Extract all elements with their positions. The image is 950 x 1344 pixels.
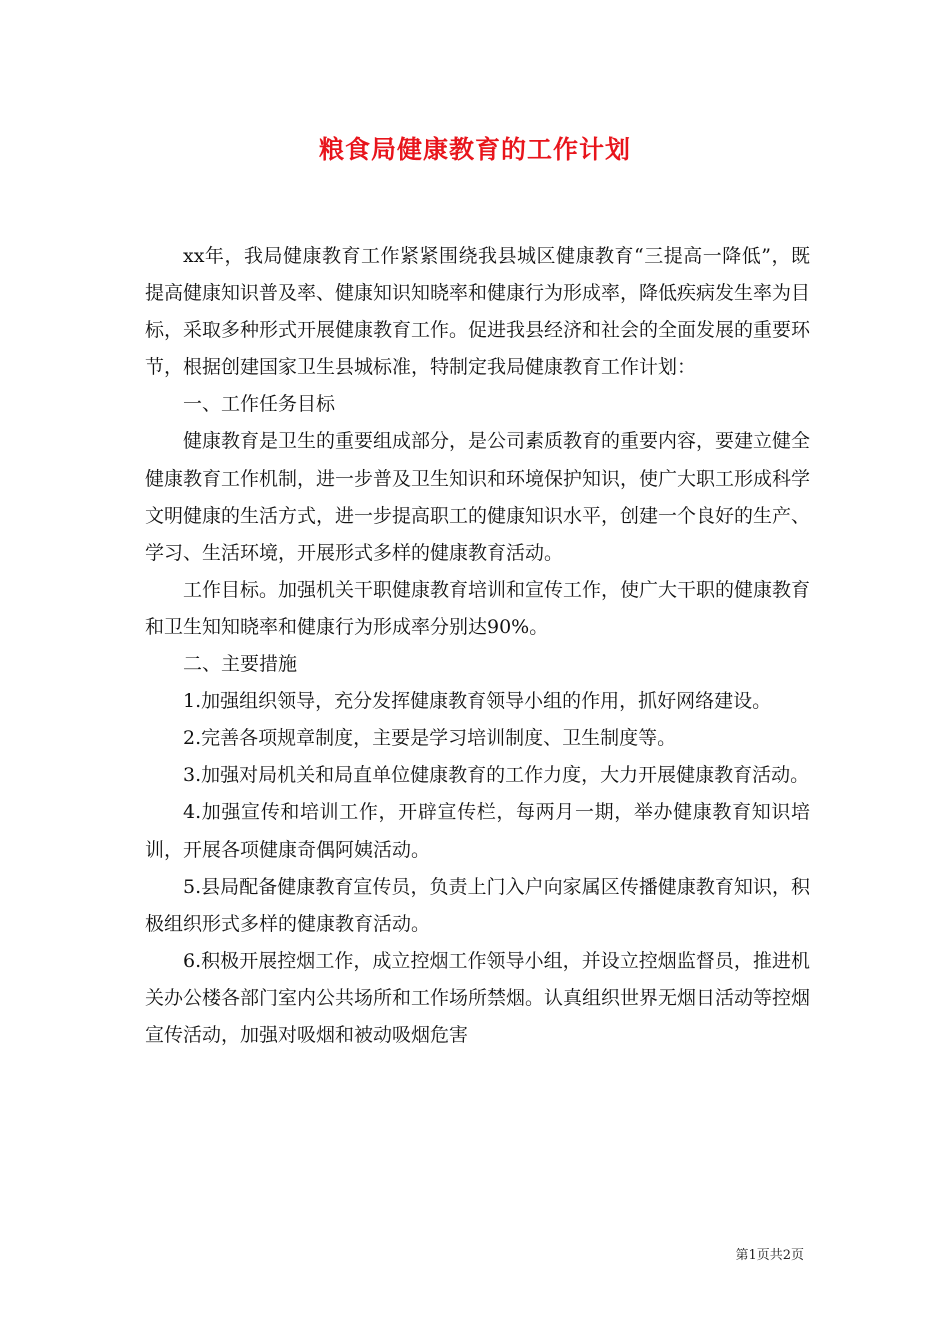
page-number: 第1页共2页 bbox=[735, 1248, 804, 1263]
paragraph-intro: xx年，我局健康教育工作紧紧围绕我县城区健康教育“三提高一降低”，既提高健康知识普及率、健康知识知晓率和健康行为形成率，降低疾病发生率为目标，采取多种形式开展健康教育工作。促进我县经济和社会的全面发展的重要环节，根据创建国家卫生县城标准，特制定我局健康教育工作计划： bbox=[145, 245, 811, 379]
measure-item-5: 5.县局配备健康教育宣传员，负责上门入户向家属区传播健康教育知识，积极组织形式多样的健康教育活动。 bbox=[145, 875, 810, 935]
document-body bbox=[145, 238, 810, 1054]
paragraph-task: 健康教育是卫生的重要组成部分，是公司素质教育的重要内容，要建立健全健康教育工作机制，进一步普及卫生知识和环境保护知识，使广大职工形成科学文明健康的生活方式，进一步提高职工的健康知识水平，创建一个良好的生产、学习、生活环境，开展形式多样的健康教育活动。 bbox=[145, 430, 811, 564]
document-title: 粮食局健康教育的工作计划 bbox=[318, 135, 631, 164]
measure-item-2: 2.完善各项规章制度，主要是学习培训制度、卫生制度等。 bbox=[183, 727, 677, 750]
section-heading-1: 一、工作任务目标 bbox=[183, 393, 336, 416]
section-heading-2: 二、主要措施 bbox=[183, 653, 298, 676]
measure-item-6: 6.积极开展控烟工作，成立控烟工作领导小组，并设立控烟监督员，推进机关办公楼各部门室内公共场所和工作场所禁烟。认真组织世界无烟日活动等控烟宣传活动，加强对吸烟和被动吸烟危害 bbox=[145, 949, 811, 1046]
measure-item-4: 4.加强宣传和培训工作，开辟宣传栏，每两月一期，举办健康教育知识培训，开展各项健康奇偶阿姨活动。 bbox=[145, 801, 810, 861]
paragraph-goal: 工作目标。加强机关干职健康教育培训和宣传工作，使广大干职的健康教育和卫生知知晓率和健康行为形成率分别达90%。 bbox=[145, 578, 811, 638]
measure-item-3: 3.加强对局机关和局直单位健康教育的工作力度，大力开展健康教育活动。 bbox=[183, 764, 810, 787]
measure-item-1: 1.加强组织领导，充分发挥健康教育领导小组的作用，抓好网络建设。 bbox=[183, 690, 772, 713]
